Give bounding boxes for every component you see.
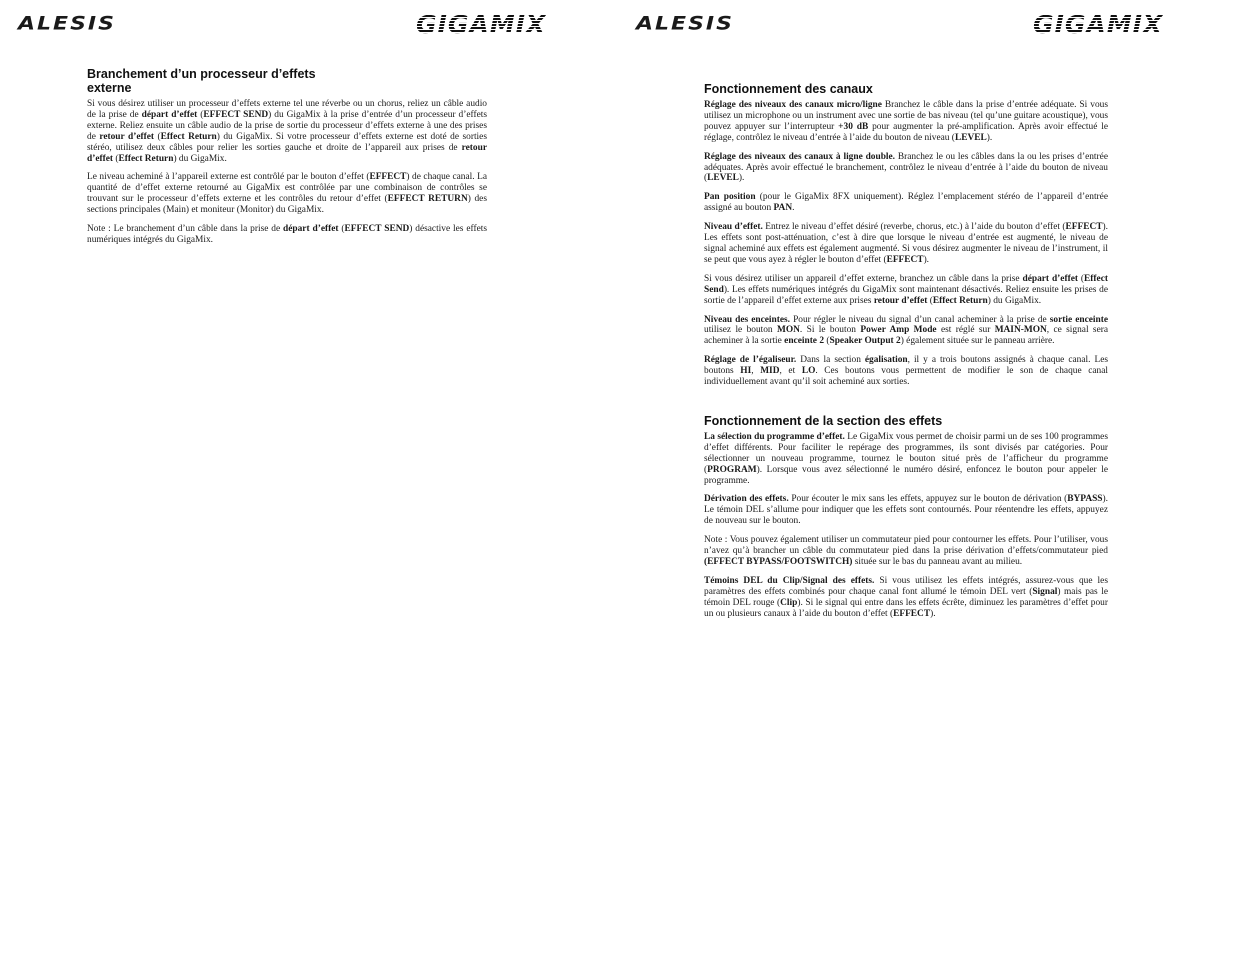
paragraph: Réglage de l’égaliseur. Dans la section égalisation, il y a trois boutons assignés à chaque canal. Les boutons HI, MID, et LO. Ces boutons vous permettent de modifier le son de chaque canal individuellement avant qu’il soit acheminé aux sorties.	[704, 355, 1108, 388]
paragraph: Niveau d’effet. Entrez le niveau d’effet désiré (reverbe, chorus, etc.) à l’aide du bouton d’effet (EFFECT). Les effets sont post-atténuation, c’est à dire que lorsque le niveau d’entrée est augmenté, le niveau de signal acheminé aux effets est également augmenté. Si vous désirez augmenter le niveau de l’instrument, il se peut que vous ayez à régler le bouton d’effet (EFFECT).	[704, 222, 1108, 265]
bold-term: retour d’effet	[873, 295, 928, 306]
bold-term: départ d’effet	[1022, 273, 1078, 284]
effects-section-body	[704, 432, 1108, 620]
paragraph: Note : Vous pouvez également utiliser un commutateur pied pour contourner les effets. Pour l’utiliser, vous n’avez qu’à brancher un câble du commutateur pied dans la prise dérivation d’effets/commutateur pied (EFFECT BYPASS/FOOTSWITCH) située sur le bas du panneau avant au milieu.	[704, 535, 1108, 567]
bold-term: EFFECT	[1065, 222, 1103, 233]
bold-term: LEVEL	[954, 132, 987, 143]
bold-term: MON	[776, 325, 800, 336]
bold-term: +30 dB	[838, 121, 869, 132]
section-title-channels: Fonctionnement des canaux	[704, 82, 873, 96]
bold-term: EFFECT SEND	[344, 224, 410, 235]
bold-term: Effect Return	[160, 131, 217, 142]
channels-section-body	[704, 100, 1108, 388]
bold-term: (EFFECT BYPASS/FOOTSWITCH)	[704, 557, 853, 567]
paragraph: Niveau des enceintes. Pour régler le niveau du signal d’un canal acheminer à la prise de sortie enceinte utilisez le bouton MON. Si le bouton Power Amp Mode est réglé sur MAIN-MON, ce signal sera acheminer à la sortie enceinte 2 (Speaker Output 2) également située sur le panneau arrière.	[704, 314, 1109, 347]
bold-term: EFFECT	[369, 172, 407, 183]
paragraph: Le niveau acheminé à l’appareil externe est contrôlé par le bouton d’effet (EFFECT) de chaque canal. La quantité de d’effet externe retourné au GigaMix est contrôlée par une combinaison de contrôles se trouvant sur le processeur d’effets externe et les contrôles du retour d’effet (EFFECT RETURN) des sections principales (Main) et moniteur (Monitor) du GigaMix.	[87, 172, 487, 216]
bold-term: Réglage de l’égaliseur.	[704, 355, 797, 366]
bold-term: Effect Return	[118, 153, 174, 164]
bold-term: La sélection du programme d’effet.	[704, 431, 845, 442]
bold-term: Niveau des enceintes.	[704, 314, 791, 325]
gigamix-logo-right: GIGAMIX	[1033, 10, 1164, 39]
bold-term: retour d’effet	[99, 131, 155, 142]
alesis-logo: ALESIS	[18, 13, 116, 35]
paragraph: Témoins DEL du Clip/Signal des effets. Si vous utilisez les effets intégrés, assurez-vous que les paramètres des effets combinés pour chaque canal font allumé le témoin DEL vert (Signal) mais pas le témoin DEL rouge (Clip). Si le signal qui entre dans les effets écrête, diminuez les paramètres d’effet pour un ou plusieurs canaux à l’aide du bouton d’effet (EFFECT).	[704, 575, 1108, 619]
gigamix-logo: GIGAMIX	[416, 10, 547, 39]
bold-term: EFFECT RETURN	[387, 194, 468, 205]
paragraph: Si vous désirez utiliser un appareil d’effet externe, branchez un câble dans la prise départ d’effet (Effect Send). Les effets numériques intégrés du GigaMix sont maintenant désactivés. Reliez ensuite les prises de sortie de l’appareil d’effet externe aux prises retour d’effet (Effect Return) du GigaMix.	[704, 273, 1108, 306]
paragraph: Réglage des niveaux des canaux à ligne double. Branchez le ou les câbles dans la ou les prises d’entrée adéquates. Après avoir effectué le branchement, contrôlez le niveau d’entrée à l’aide du bouton de niveau (LEVEL).	[704, 151, 1108, 184]
bold-term: PROGRAM	[707, 464, 757, 475]
bold-term: Effect Send	[704, 273, 1108, 295]
bold-term: Signal	[1032, 586, 1058, 597]
bold-term: sortie enceinte	[1049, 314, 1108, 325]
alesis-logo-right: ALESIS	[636, 13, 734, 35]
paragraph: Réglage des niveaux des canaux micro/ligne Branchez le câble dans la prise d’entrée adéquate. Si vous utilisez un microphone ou un instrument avec une sortie de bas niveau (tel qu’une guitare acoustique), vous pouvez appuyer sur l’interrupteur +30 dB pour augmenter la pré-amplification. Après avoir effectué le réglage, contrôlez le niveau d’entrée à l’aide du bouton de niveau (LEVEL).	[704, 100, 1109, 143]
bold-term: PAN	[773, 203, 793, 214]
bold-term: LO	[801, 366, 816, 377]
bold-term: Dérivation des effets.	[704, 494, 789, 505]
bold-term: Réglage des niveaux des canaux micro/ligne	[704, 100, 882, 110]
bold-term: Speaker Output 2	[829, 336, 901, 347]
bold-term: EFFECT SEND	[203, 109, 269, 120]
bold-term: EFFECT	[886, 254, 924, 265]
bold-term: départ d’effet	[283, 224, 339, 235]
paragraph: La sélection du programme d’effet. Le GigaMix vous permet de choisir parmi un de ses 100 programmes d’effet différents. Pour faciliter le repérage des programmes, ils sont divisés par catégories. Pour sélectionner un nouveau programme, tournez le bouton situé près de l’afficheur du programme (PROGRAM). Lorsque vous avez sélectionné le numéro désiré, enfoncez le bouton pour appeler le programme.	[704, 431, 1108, 486]
section-title-effects: Fonctionnement de la section des effets	[704, 413, 943, 428]
bold-term: égalisation	[864, 355, 908, 366]
bold-term: Clip	[780, 597, 798, 608]
paragraph: Note : Le branchement d’un câble dans la prise de départ d’effet (EFFECT SEND) désactive les effets numériques intégrés du GigaMix.	[87, 224, 487, 245]
left-page-column	[87, 67, 487, 254]
right-page-column	[704, 82, 1108, 628]
bold-term: Pan position	[704, 192, 756, 203]
bold-term: enceinte 2	[784, 336, 825, 347]
bold-term: Témoins DEL du Clip/Signal des effets.	[704, 575, 875, 586]
paragraph: Si vous désirez utiliser un processeur d’effets externe tel une réverbe ou un chorus, reliez un câble audio de la prise de départ d’effet (EFFECT SEND) du GigaMix à la prise d’entrée d’un processeur d’effets externe. Reliez ensuite un câble audio de la prise de sortie du processeur d’effets externe à une des prises de retour d’effet (Effect Return) du GigaMix. Si votre processeur d’effets externe est doté de sorties stéréo, utilisez deux câbles pour relier les sorties gauche et droite de l’appareil aux prises de retour d’effet (Effect Return) du GigaMix.	[87, 99, 488, 164]
bold-term: Power Amp Mode	[860, 325, 937, 336]
paragraph: Dérivation des effets. Pour écouter le mix sans les effets, appuyez sur le bouton de dérivation (BYPASS). Le témoin DEL s’allume pour indiquer que les effets sont contournés. Pour réentendre les effets, appuyez de nouveau sur le bouton.	[704, 494, 1108, 527]
bold-term: EFFECT	[893, 608, 931, 619]
bold-term: HI	[740, 366, 752, 377]
bold-term: départ d’effet	[141, 109, 198, 120]
paragraph: Pan position (pour le GigaMix 8FX uniquement). Réglez l’emplacement stéréo de l’appareil d’entrée assigné au bouton PAN.	[704, 192, 1108, 214]
bold-term: retour d’effet	[87, 142, 487, 164]
bold-term: BYPASS	[1067, 494, 1103, 505]
bold-term: MAIN-MON	[994, 325, 1047, 336]
bold-term: Niveau d’effet.	[704, 222, 763, 233]
bold-term: LEVEL	[707, 173, 739, 184]
section-title-external-fx: Branchement d’un processeur d’effets externe	[87, 67, 316, 95]
bold-term: Effect Return	[932, 295, 988, 306]
bold-term: MID	[760, 366, 780, 377]
bold-term: Réglage des niveaux des canaux à ligne double.	[704, 151, 896, 162]
